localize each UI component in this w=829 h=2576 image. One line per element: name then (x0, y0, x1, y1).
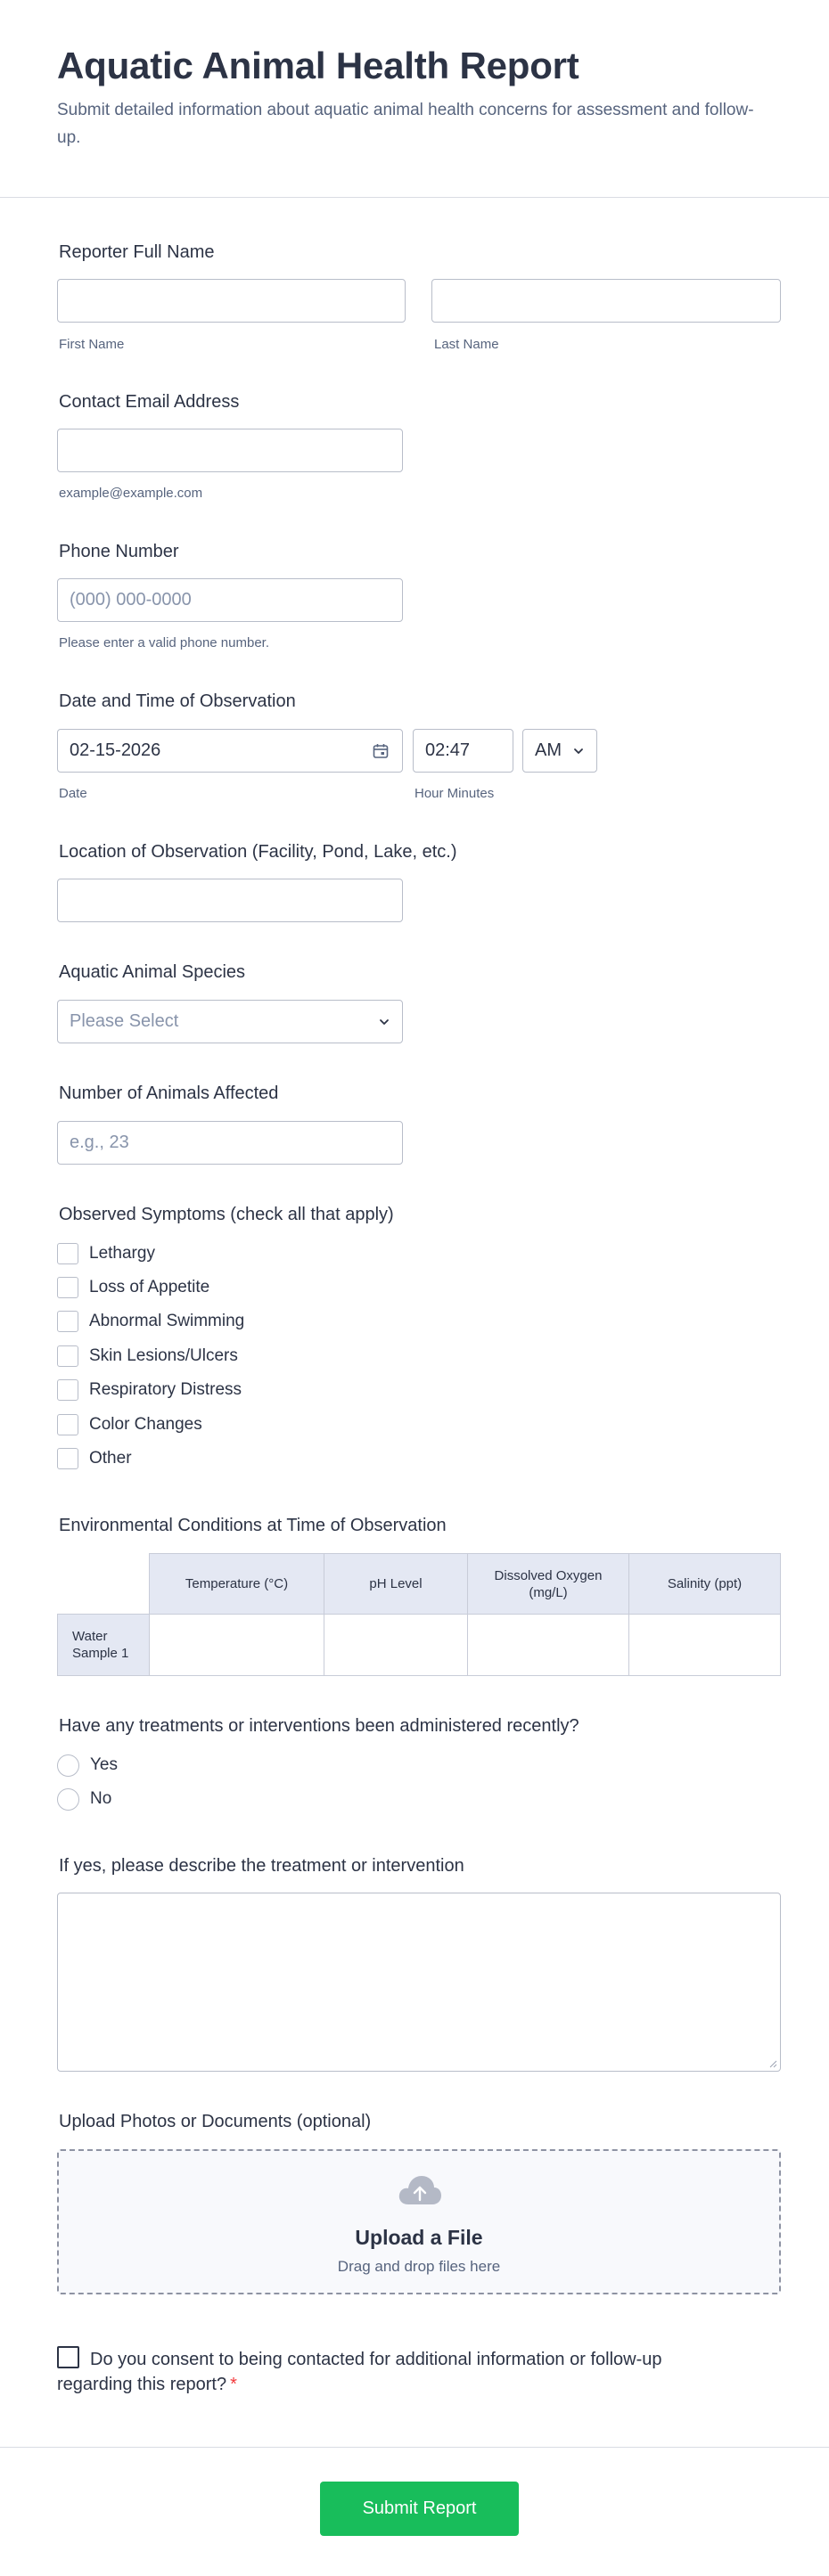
matrix-column-header: pH Level (324, 1553, 468, 1615)
location-input[interactable] (57, 879, 403, 922)
calendar-icon[interactable] (372, 742, 390, 760)
symptom-option[interactable] (57, 1310, 244, 1333)
symptom-label: Respiratory Distress (89, 1380, 242, 1399)
species-label: Aquatic Animal Species (59, 962, 246, 982)
matrix-column-header: Temperature (°C) (149, 1553, 324, 1615)
form-header (0, 0, 829, 198)
matrix-cell-salinity[interactable] (628, 1614, 781, 1676)
last-name-sublabel: Last Name (434, 337, 499, 352)
count-label: Number of Animals Affected (59, 1084, 279, 1103)
treatment-option-no[interactable] (57, 1787, 111, 1811)
checkbox[interactable] (57, 1379, 78, 1401)
symptom-option[interactable] (57, 1242, 155, 1265)
date-sublabel: Date (59, 786, 87, 801)
upload-label: Upload Photos or Documents (optional) (59, 2112, 372, 2131)
consent-text: Do you consent to being contacted for additional information or follow-up regarding this report? (57, 2350, 662, 2394)
treatment-desc-label: If yes, please describe the treatment or intervention (59, 1856, 464, 1876)
cloud-upload-icon (398, 2174, 442, 2206)
checkbox[interactable] (57, 1345, 78, 1367)
submit-button[interactable]: Submit Report (320, 2482, 519, 2536)
chevron-down-icon (377, 1015, 391, 1029)
symptom-label: Lethargy (89, 1244, 155, 1263)
matrix-row-header: Water Sample 1 (57, 1614, 150, 1676)
email-sublabel: example@example.com (59, 486, 203, 501)
symptoms-label: Observed Symptoms (check all that apply) (59, 1205, 394, 1224)
symptom-option[interactable] (57, 1345, 238, 1368)
last-name-input[interactable] (431, 279, 781, 323)
form-footer (0, 2447, 829, 2576)
date-input[interactable] (57, 729, 403, 773)
email-label: Contact Email Address (59, 392, 240, 412)
checkbox[interactable] (57, 1311, 78, 1332)
treatment-option-yes[interactable] (57, 1754, 118, 1777)
file-upload-dropzone[interactable] (57, 2149, 781, 2294)
symptom-option[interactable] (57, 1447, 132, 1470)
species-select[interactable] (57, 1000, 403, 1043)
radio-label: Yes (90, 1755, 118, 1774)
phone-input[interactable]: (000) 000-0000 (57, 578, 403, 622)
consent-field (57, 2346, 699, 2397)
matrix-column-header: Salinity (ppt) (628, 1553, 781, 1615)
ampm-select[interactable] (522, 729, 597, 773)
matrix-cell-temperature[interactable] (149, 1614, 324, 1676)
symptom-option[interactable] (57, 1378, 242, 1402)
symptom-label: Skin Lesions/Ulcers (89, 1346, 238, 1365)
chevron-down-icon (571, 744, 586, 758)
checkbox[interactable] (57, 1277, 78, 1298)
radio-button[interactable] (57, 1754, 79, 1777)
email-input[interactable] (57, 429, 403, 472)
datetime-label: Date and Time of Observation (59, 691, 296, 711)
time-sublabel: Hour Minutes (414, 786, 495, 801)
time-input[interactable]: 02:47 (413, 729, 513, 773)
upload-subtitle: Drag and drop files here (337, 2258, 501, 2275)
first-name-sublabel: First Name (59, 337, 125, 352)
date-value: 02-15-2026 (70, 740, 161, 760)
environment-matrix (57, 1553, 781, 1676)
symptom-label: Other (89, 1449, 132, 1468)
symptom-label: Abnormal Swimming (89, 1312, 245, 1330)
symptom-option[interactable] (57, 1276, 209, 1299)
upload-title: Upload a File (355, 2226, 483, 2249)
radio-button[interactable] (57, 1788, 79, 1811)
consent-checkbox[interactable] (57, 2346, 79, 2368)
environment-label: Environmental Conditions at Time of Observation (59, 1516, 447, 1535)
phone-sublabel: Please enter a valid phone number. (59, 635, 269, 650)
checkbox[interactable] (57, 1448, 78, 1469)
treatment-label: Have any treatments or interventions been administered recently? (59, 1716, 579, 1736)
first-name-input[interactable] (57, 279, 406, 323)
resize-handle-icon[interactable] (768, 2059, 777, 2068)
matrix-column-header: Dissolved Oxygen (mg/L) (467, 1553, 629, 1615)
matrix-cell-oxygen[interactable] (467, 1614, 629, 1676)
radio-label: No (90, 1789, 112, 1808)
checkbox[interactable] (57, 1243, 78, 1264)
form-subtitle: Submit detailed information about aquatic animal health concerns for assessment and follow-up. (57, 101, 754, 147)
count-input[interactable]: e.g., 23 (57, 1121, 403, 1165)
treatment-desc-textarea[interactable] (57, 1893, 781, 2072)
matrix-cell-ph[interactable] (324, 1614, 468, 1676)
phone-label: Phone Number (59, 542, 179, 561)
symptom-option[interactable] (57, 1413, 202, 1436)
reporter-name-label: Reporter Full Name (59, 242, 215, 262)
symptom-label: Color Changes (89, 1415, 202, 1434)
ampm-value: AM (535, 740, 562, 760)
location-label: Location of Observation (Facility, Pond, Lake, etc.) (59, 842, 457, 862)
required-asterisk: * (230, 2375, 237, 2394)
checkbox[interactable] (57, 1414, 78, 1435)
symptom-label: Loss of Appetite (89, 1278, 210, 1296)
species-placeholder: Please Select (70, 1011, 179, 1031)
form-title: Aquatic Animal Health Report (57, 45, 579, 86)
